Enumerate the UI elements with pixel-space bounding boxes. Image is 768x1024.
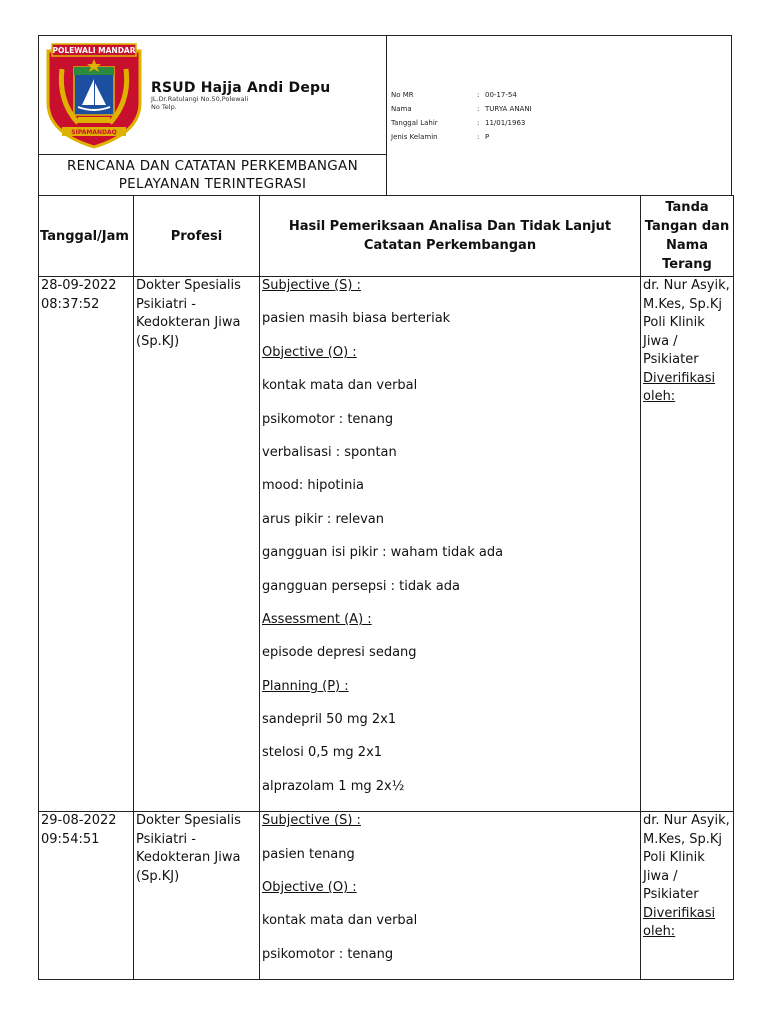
verified-label: Diverifikasi oleh:: [643, 370, 716, 404]
verified-label: Diverifikasi oleh:: [643, 905, 716, 940]
soap-line: kontak mata dan verbal: [262, 378, 418, 394]
soap-line: mood: hipotinia: [262, 478, 364, 494]
soap-line: alprazolam 1 mg 2x½: [262, 778, 405, 794]
soap-heading: Planning (P) :: [262, 678, 349, 694]
patient-row-dob: [391, 119, 525, 127]
record-time: 09:54:51: [41, 831, 100, 847]
cell-result: [260, 277, 641, 812]
soap-line: gangguan isi pikir : waham tidak ada: [262, 545, 504, 561]
patient-value: TURYA ANANI: [485, 105, 532, 113]
soap-line: psikomotor : tenang: [262, 411, 394, 427]
cell-date-time: [39, 277, 134, 812]
soap-heading: Objective (O) :: [262, 880, 357, 896]
hospital-address: [151, 96, 248, 111]
soap-line: stelosi 0,5 mg 2x1: [262, 745, 383, 761]
cell-result: [260, 812, 641, 980]
logo-top-text: POLEWALI MANDAR: [52, 46, 136, 55]
soap-heading: Objective (O) :: [262, 344, 357, 360]
cell-signature: [641, 277, 734, 812]
patient-colon: :: [477, 119, 480, 127]
patient-info: [386, 36, 733, 196]
patient-row-name: [391, 105, 532, 113]
hospital-block: [39, 36, 386, 154]
patient-label: Tanggal Lahir: [391, 119, 438, 127]
soap-line: kontak mata dan verbal: [262, 913, 418, 929]
progress-notes-table: [38, 195, 734, 980]
phone-line: No Telp.: [151, 102, 177, 111]
address-line: JL.Dr.Ratulangi No.50,Polewali: [151, 95, 249, 103]
header-date-time: Tanggal/Jam: [39, 196, 134, 277]
soap-heading: Subjective (S) :: [262, 278, 361, 293]
cell-date-time: [39, 812, 134, 980]
soap-line: episode depresi sedang: [262, 645, 417, 661]
doctor-unit: Poli Klinik Jiwa / Psikiater: [643, 850, 705, 903]
title-line-2: PELAYANAN TERINTEGRASI: [118, 176, 307, 192]
soap-line: pasien tenang: [262, 846, 355, 862]
patient-colon: :: [477, 91, 480, 99]
header-result: Hasil Pemeriksaan Analisa Dan Tidak Lanjut Catatan Perkembangan: [260, 196, 641, 277]
doctor-name: dr. Nur Asyik, M.Kes, Sp.Kj: [643, 278, 730, 312]
header-profession: Profesi: [134, 196, 260, 277]
document-header: [38, 35, 732, 195]
patient-row-gender: [391, 133, 489, 141]
patient-label: Nama: [391, 105, 412, 113]
table-row: [39, 277, 734, 812]
soap-line: arus pikir : relevan: [262, 511, 385, 527]
title-line-1: RENCANA DAN CATATAN PERKEMBANGAN: [67, 158, 358, 174]
soap-line: sandepril 50 mg 2x1: [262, 712, 397, 728]
table-row: [39, 812, 734, 980]
soap-line: psikomotor : tenang: [262, 946, 394, 962]
header-signature: Tanda Tangan dan Nama Terang: [641, 196, 734, 277]
patient-colon: :: [477, 105, 480, 113]
logo-bottom-text: SIPAMANDAQ: [71, 129, 117, 136]
cell-signature: [641, 812, 734, 980]
record-time: 08:37:52: [41, 296, 100, 312]
patient-colon: :: [477, 133, 480, 141]
document-title: [39, 154, 386, 196]
patient-row-mr: [391, 91, 517, 99]
soap-heading: Subjective (S) :: [262, 813, 361, 829]
polewali-mandar-emblem-icon: [44, 41, 144, 149]
table-header-row: [39, 196, 734, 277]
doctor-name: dr. Nur Asyik, M.Kes, Sp.Kj: [643, 813, 730, 847]
patient-value: 00-17-54: [485, 91, 517, 99]
cell-profession: Dokter Spesialis Psikiatri - Kedokteran Jiwa (Sp.KJ): [134, 812, 260, 980]
cell-profession: Dokter Spesialis Psikiatri - Kedokteran Jiwa (Sp.KJ): [134, 277, 260, 812]
soap-line: verbalisasi : spontan: [262, 444, 397, 460]
patient-value: 11/01/1963: [485, 119, 526, 127]
soap-line: gangguan persepsi : tidak ada: [262, 578, 460, 594]
patient-label: Jenis Kelamin: [391, 133, 438, 141]
hospital-name: RSUD Hajja Andi Depu: [151, 80, 331, 96]
document-page: [38, 35, 733, 1024]
patient-value: P: [485, 133, 490, 141]
doctor-unit: Poli Klinik Jiwa / Psikiater: [643, 315, 705, 367]
soap-line: pasien masih biasa berteriak: [262, 311, 451, 327]
soap-heading: Assessment (A) :: [262, 611, 372, 627]
record-date: 29-08-2022: [41, 813, 117, 829]
record-date: 28-09-2022: [41, 278, 117, 293]
patient-label: No MR: [391, 91, 414, 99]
